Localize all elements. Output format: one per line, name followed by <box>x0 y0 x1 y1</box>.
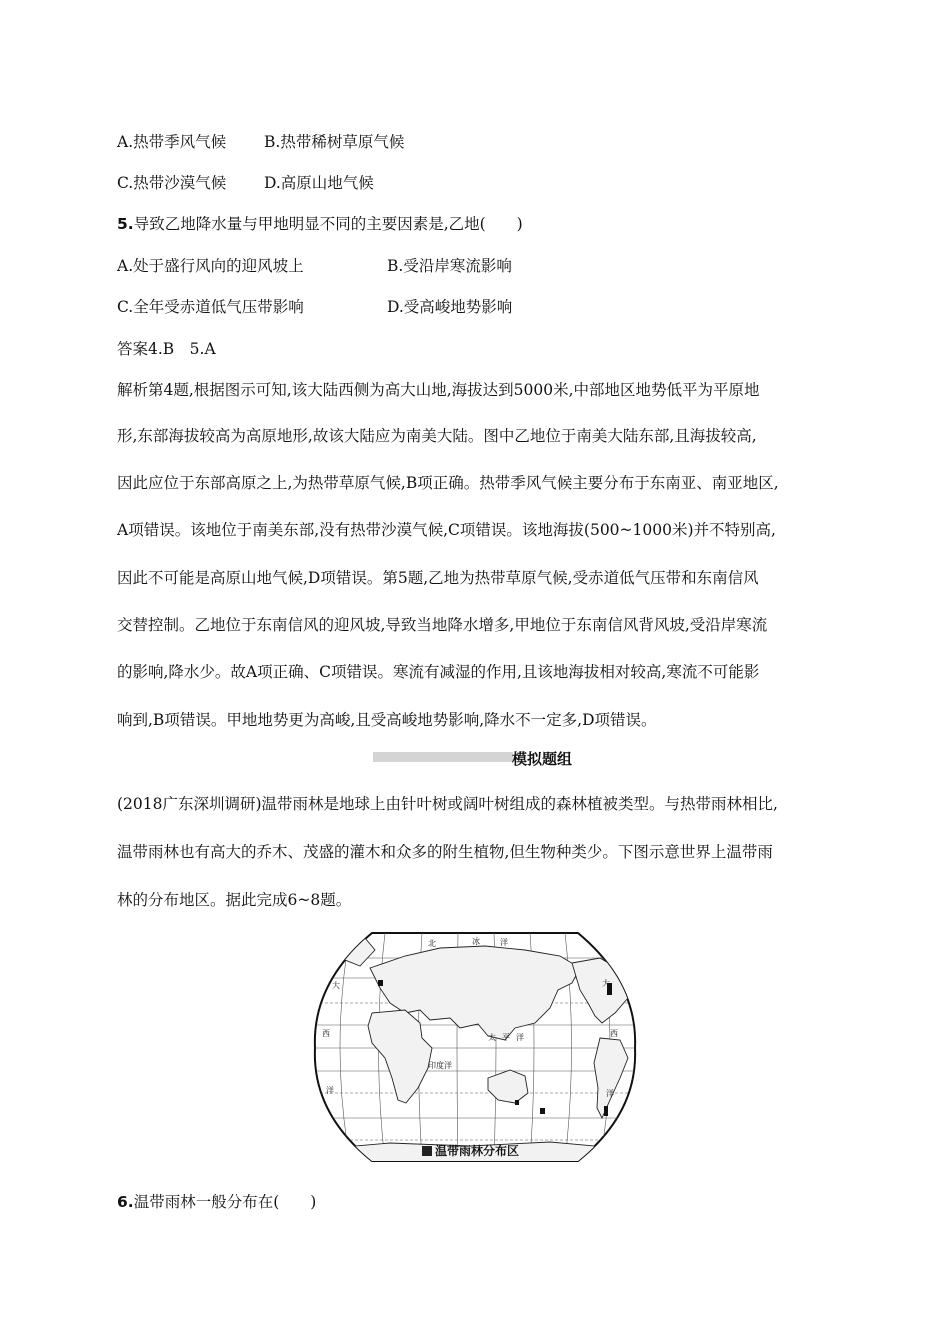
q5-stem: 导致乙地降水量与甲地明显不同的主要因素是,乙地( ) <box>133 215 523 233</box>
map-label: 西 <box>322 1029 330 1038</box>
q6-stem: 温带雨林一般分布在( ) <box>133 1193 317 1211</box>
q5-option-b: B.受沿岸寒流影响 <box>387 257 512 275</box>
q6-number: 6. <box>117 1193 134 1211</box>
world-map <box>310 928 640 1168</box>
intro-line: (2018广东深圳调研)温带雨林是地球上由针叶树或阔叶树组成的森林植被类型。与热带雨林相比, <box>117 795 778 813</box>
map-label: 洋 <box>516 1033 524 1042</box>
section-title: 模拟题组 <box>512 750 573 768</box>
explanation-line: 交替控制。乙地位于东南信风的迎风坡,导致当地降水增多,甲地位于东南信风背风坡,受沿岸寒流 <box>117 616 768 634</box>
explanation-line: 的影响,降水少。故A项正确、C项错误。寒流有减湿的作用,且该地海拔相对较高,寒流不可能影 <box>117 663 760 681</box>
q4-option-b: B.热带稀树草原气候 <box>264 133 405 151</box>
map-label: 冰 <box>472 937 480 946</box>
legend-label: 温带雨林分布区 <box>435 1144 520 1158</box>
map-label: 西 <box>610 1029 618 1038</box>
explanation-line: 响到,B项错误。甲地地势更为高峻,且受高峻地势影响,降水不一定多,D项错误。 <box>117 711 657 729</box>
q5-option-a: A.处于盛行风向的迎风坡上 <box>117 257 304 275</box>
map-label: 洋 <box>500 938 508 947</box>
map-label: 印度洋 <box>428 1061 452 1070</box>
intro-line: 温带雨林也有高大的乔木、茂盛的灌木和众多的附生植物,但生物种类少。下图示意世界上温带雨 <box>117 843 773 861</box>
explanation-line: 形,东部海拔较高为高原地形,故该大陆应为南美大陆。图中乙地位于南美大陆东部,且海拔较高, <box>117 427 757 445</box>
section-bar <box>373 752 513 762</box>
map-label: 北 <box>428 939 436 948</box>
q6-stem-line <box>117 1192 316 1212</box>
explanation-line: A项错误。该地位于南美东部,没有热带沙漠气候,C项错误。该地海拔(500~1000米)并不特别高, <box>117 521 776 539</box>
map-legend <box>422 1142 519 1159</box>
q5-options-row-2 <box>117 297 513 317</box>
q5-option-d: D.受高峻地势影响 <box>387 298 513 316</box>
map-label: 洋 <box>326 1086 334 1095</box>
q4-options-row-2 <box>117 173 374 193</box>
q5-number: 5. <box>117 215 134 233</box>
explanation-line: 因此应位于东部高原之上,为热带草原气候,B项正确。热带季风气候主要分布于东南亚、南亚地区, <box>117 474 779 492</box>
explanation-line: 解析第4题,根据图示可知,该大陆西侧为高大山地,海拔达到5000米,中部地区地势低平为平原地 <box>117 381 760 399</box>
map-label: 太 <box>488 1033 496 1042</box>
map-label: 大 <box>602 979 610 988</box>
map-label: 大 <box>332 981 340 990</box>
q4-option-a: A.热带季风气候 <box>117 133 227 151</box>
q5-stem-line <box>117 214 523 234</box>
explanation-line: 因此不可能是高原山地气候,D项错误。第5题,乙地为热带草原气候,受赤道低气压带和东南信风 <box>117 569 759 587</box>
q4-option-c: C.热带沙漠气候 <box>117 174 227 192</box>
map-label: 平 <box>502 1033 510 1042</box>
legend-swatch <box>422 1146 432 1156</box>
intro-line: 林的分布地区。据此完成6~8题。 <box>117 891 352 909</box>
q4-options-row-1 <box>117 132 405 152</box>
q5-options-row-1 <box>117 256 512 276</box>
answer: 答案4.B 5.A <box>117 340 216 358</box>
q4-option-d: D.高原山地气候 <box>264 174 374 192</box>
map-label: 洋 <box>606 1089 614 1098</box>
q5-option-c: C.全年受赤道低气压带影响 <box>117 298 304 316</box>
